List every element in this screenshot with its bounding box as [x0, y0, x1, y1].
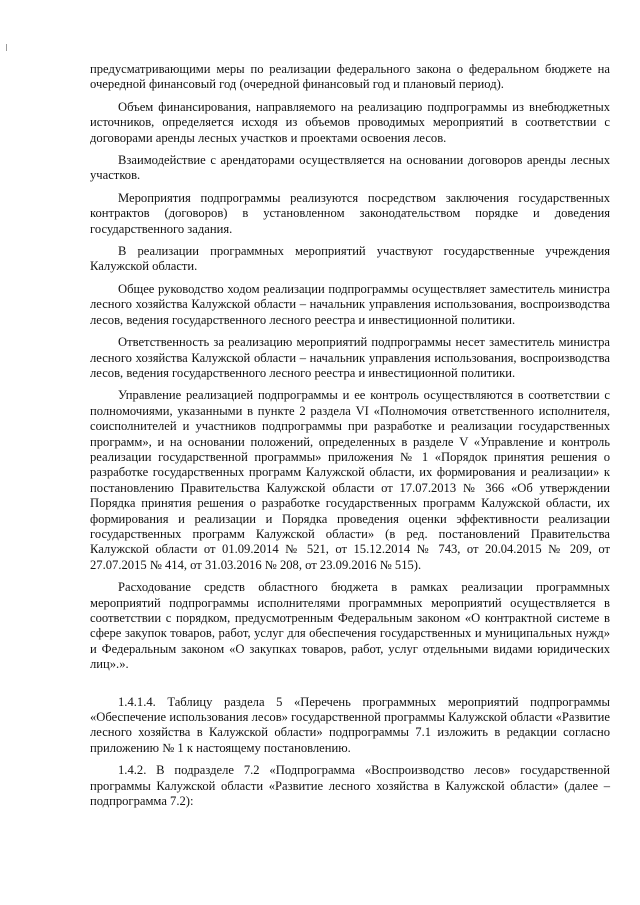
amendment-1-4-1-4: 1.4.1.4. Таблицу раздела 5 «Перечень программных мероприятий подпрограммы «Обеспечение использования лесов» государственной программы Калужской области «Развитие лесного хозяйства в Калужской области» подпрограммы 7.1 изложить в редакции согласно приложению № 1 к настоящему постановлению. [90, 694, 610, 755]
amendment-1-4-2: 1.4.2. В подразделе 7.2 «Подпрограмма «Воспроизводство лесов» государственной программы Калужской области «Развитие лесного хозяйства в Калужской области» (далее – подпрограмма 7.2): [90, 763, 610, 809]
paragraph-extrabudgetary: Объем финансирования, направляемого на реализацию подпрограммы из внебюджетных источников, определяется исходя из объемов проводимых мероприятий в соответствии с договорами аренды лесных участков и проектами освоения лесов. [90, 99, 610, 145]
paragraph-responsibility: Ответственность за реализацию мероприятий подпрограммы несет заместитель министра лесного хозяйства Калужской области – начальник управления использования, воспроизводства лесов, ведения государственного лесного реестра и инвестиционной политики. [90, 335, 610, 380]
paragraph-general-management: Общее руководство ходом реализации подпрограммы осуществляет заместитель министра лесного хозяйства Калужской области – начальник управления использования, воспроизводства лесов, ведения государственного лесного реестра и инвестиционной политики. [90, 281, 610, 327]
paragraph-institutions: В реализации программных мероприятий участвуют государственные учреждения Калужской области. [90, 244, 610, 274]
paragraph-budget-spending: Расходование средств областного бюджета в рамках реализации программных мероприятий подпрограммы исполнителями программных мероприятий осуществляется в соответствии с порядком, предусмотренным Федеральным законом «О контрактной системе в сфере закупок товаров, работ, услуг для обеспечения государственных и муниципальных нужд» и Федеральным законом «О закупках товаров, работ, услуг отдельными видами юридических лиц».». [90, 580, 610, 672]
document-body [90, 62, 610, 816]
paragraph-tenants: Взаимодействие с арендаторами осуществляется на основании договоров аренды лесных участков. [90, 153, 610, 183]
paragraph-contracts: Мероприятия подпрограммы реализуются посредством заключения государственных контрактов (договоров) в установленном законодательством порядке и доведения государственного задания. [90, 190, 610, 236]
paragraph-financing-budget: предусматривающими меры по реализации федерального закона о федеральном бюджете на очередной финансовый год (очередной финансовый год и плановый период). [90, 62, 610, 92]
paragraph-control: Управление реализацией подпрограммы и ее контроль осуществляются в соответствии с полномочиями, указанными в пункте 2 раздела VI «Полномочия ответственного исполнителя, соисполнителей и участников подпрограммы при разработке и реализации государственных программ», и на основании положений, определенных в разделе V «Управление и контроль реализации государственной программы» приложения № 1 «Порядок принятия решения о разработке государственных программ Калужской области, их формирования и реализации» к постановлению Правительства Калужской области от 17.07.2013 № 366 «Об утверждении Порядка принятия решения о разработке государственных программ Калужской области, их формирования и реализации и Порядка проведения оценки эффективности реализации государственных программ Калужской области» (в ред. постановлений Правительства Калужской области от 01.09.2014 № 521, от 15.12.2014 № 743, от 20.04.2015 № 209, от 27.07.2015 № 414, от 31.03.2016 № 208, от 23.09.2016 № 515). [90, 388, 610, 572]
margin-mark [6, 44, 7, 51]
